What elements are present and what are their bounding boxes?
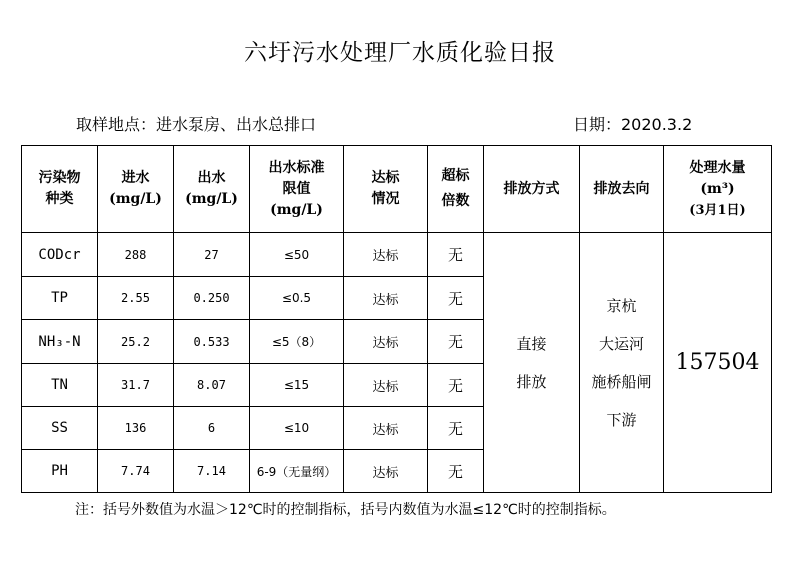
pollutant-cell: SS (22, 407, 98, 450)
outflow-cell: 0.533 (174, 320, 250, 364)
status-cell: 达标 (344, 407, 428, 450)
limit-cell: 6-9（无量纲） (250, 450, 344, 493)
pollutant-cell: PH (22, 450, 98, 493)
header-pollutant: 污染物 种类 (22, 146, 98, 233)
limit-cell: ≤50 (250, 233, 344, 277)
header-discharge-method: 排放方式 (484, 146, 580, 233)
exceed-cell: 无 (428, 364, 484, 407)
exceed-cell: 无 (428, 277, 484, 320)
header-compliance: 达标 情况 (344, 146, 428, 233)
pollutant-cell: TP (22, 277, 98, 320)
inflow-cell: 25.2 (98, 320, 174, 364)
exceed-cell: 无 (428, 407, 484, 450)
exceed-cell: 无 (428, 450, 484, 493)
outflow-cell: 8.07 (174, 364, 250, 407)
inflow-cell: 7.74 (98, 450, 174, 493)
limit-cell: ≤5（8） (250, 320, 344, 364)
discharge-direction-cell: 京杭 大运河 施桥船闸 下游 (580, 233, 664, 493)
report-date: 日期：2020.3.2 (573, 115, 693, 134)
inflow-cell: 288 (98, 233, 174, 277)
exceed-cell: 无 (428, 320, 484, 364)
outflow-cell: 27 (174, 233, 250, 277)
header-volume: 处理水量 (m³) (3月1日) (664, 146, 772, 233)
status-cell: 达标 (344, 320, 428, 364)
discharge-method-cell: 直接 排放 (484, 233, 580, 493)
limit-cell: ≤15 (250, 364, 344, 407)
limit-cell: ≤10 (250, 407, 344, 450)
header-outflow: 出水 (mg/L) (174, 146, 250, 233)
pollutant-cell: TN (22, 364, 98, 407)
inflow-cell: 31.7 (98, 364, 174, 407)
header-discharge-direction: 排放去向 (580, 146, 664, 233)
inflow-cell: 2.55 (98, 277, 174, 320)
footnote: 注：括号外数值为水温＞12℃时的控制指标，括号内数值为水温≤12℃时的控制指标。 (75, 502, 616, 518)
exceed-cell: 无 (428, 233, 484, 277)
status-cell: 达标 (344, 233, 428, 277)
treated-volume-cell: 157504 (664, 233, 772, 493)
outflow-cell: 7.14 (174, 450, 250, 493)
limit-cell: ≤0.5 (250, 277, 344, 320)
outflow-cell: 0.250 (174, 277, 250, 320)
status-cell: 达标 (344, 450, 428, 493)
header-limit: 出水标准 限值 (mg/L) (250, 146, 344, 233)
sampling-location: 取样地点：进水泵房、出水总排口 (76, 115, 317, 134)
pollutant-cell: NH₃-N (22, 320, 98, 364)
inflow-cell: 136 (98, 407, 174, 450)
status-cell: 达标 (344, 277, 428, 320)
table-row (22, 233, 772, 277)
outflow-cell: 6 (174, 407, 250, 450)
pollutant-cell: CODcr (22, 233, 98, 277)
header-exceed: 超标 倍数 (428, 146, 484, 233)
water-quality-table (21, 145, 772, 493)
header-row (22, 146, 772, 233)
report-title: 六圩污水处理厂水质化验日报 (244, 40, 556, 66)
status-cell: 达标 (344, 364, 428, 407)
header-inflow: 进水 (mg/L) (98, 146, 174, 233)
